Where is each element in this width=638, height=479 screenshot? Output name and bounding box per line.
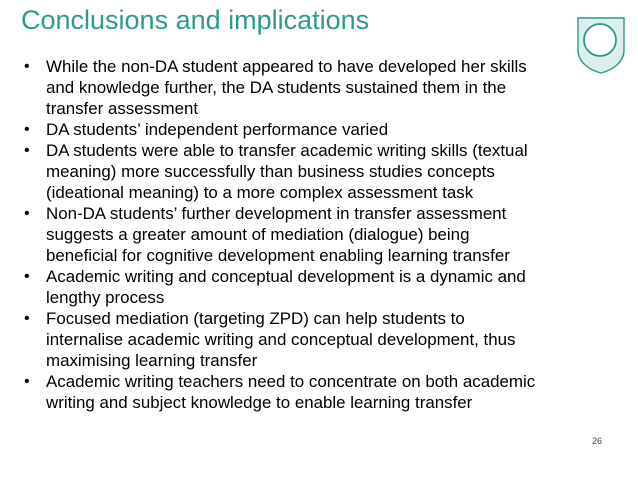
- bullet-line: internalise academic writing and conceptual development, thus: [46, 330, 516, 349]
- bullet-line: Academic writing teachers need to concentrate on both academic: [46, 372, 536, 391]
- bullet-item: [24, 203, 624, 266]
- bullet-dot: •: [24, 268, 30, 285]
- bullet-line: DA students were able to transfer academic writing skills (textual: [46, 141, 528, 160]
- bullet-dot: •: [24, 121, 30, 138]
- bullet-line: maximising learning transfer: [46, 351, 258, 370]
- bullet-line: Focused mediation (targeting ZPD) can help students to: [46, 309, 465, 328]
- bullet-dot: •: [24, 205, 30, 222]
- bullet-line: Academic writing and conceptual development is a dynamic and: [46, 267, 526, 286]
- bullet-item: [24, 56, 624, 119]
- bullet-line: meaning) more successfully than business studies concepts: [46, 162, 495, 181]
- bullet-line: and knowledge further, the DA students sustained them in the: [46, 78, 507, 97]
- bullet-line: Non-DA students’ further development in transfer assessment: [46, 204, 507, 223]
- page-number: 26: [592, 436, 603, 446]
- bullet-dot: •: [24, 142, 30, 159]
- bullet-item: [24, 308, 624, 371]
- bullet-item: [24, 140, 624, 203]
- bullet-line: beneficial for cognitive development enabling learning transfer: [46, 246, 510, 265]
- bullet-line: While the non-DA student appeared to have developed her skills: [46, 57, 527, 76]
- bullet-dot: •: [24, 58, 30, 75]
- bullet-item: [24, 371, 624, 413]
- bullet-list: [24, 56, 624, 413]
- bullet-line: lengthy process: [46, 288, 165, 307]
- bullet-dot: •: [24, 373, 30, 390]
- bullet-item: [24, 119, 624, 140]
- bullet-line: transfer assessment: [46, 99, 199, 118]
- bullet-line: DA students’ independent performance varied: [46, 120, 389, 139]
- bullet-item: [24, 266, 624, 308]
- bullet-line: suggests a greater amount of mediation (dialogue) being: [46, 225, 470, 244]
- bullet-dot: •: [24, 310, 30, 327]
- bullet-line: writing and subject knowledge to enable learning transfer: [46, 393, 473, 412]
- slide-title: Conclusions and implications: [21, 5, 370, 35]
- bullet-line: (ideational meaning) to a more complex assessment task: [46, 183, 474, 202]
